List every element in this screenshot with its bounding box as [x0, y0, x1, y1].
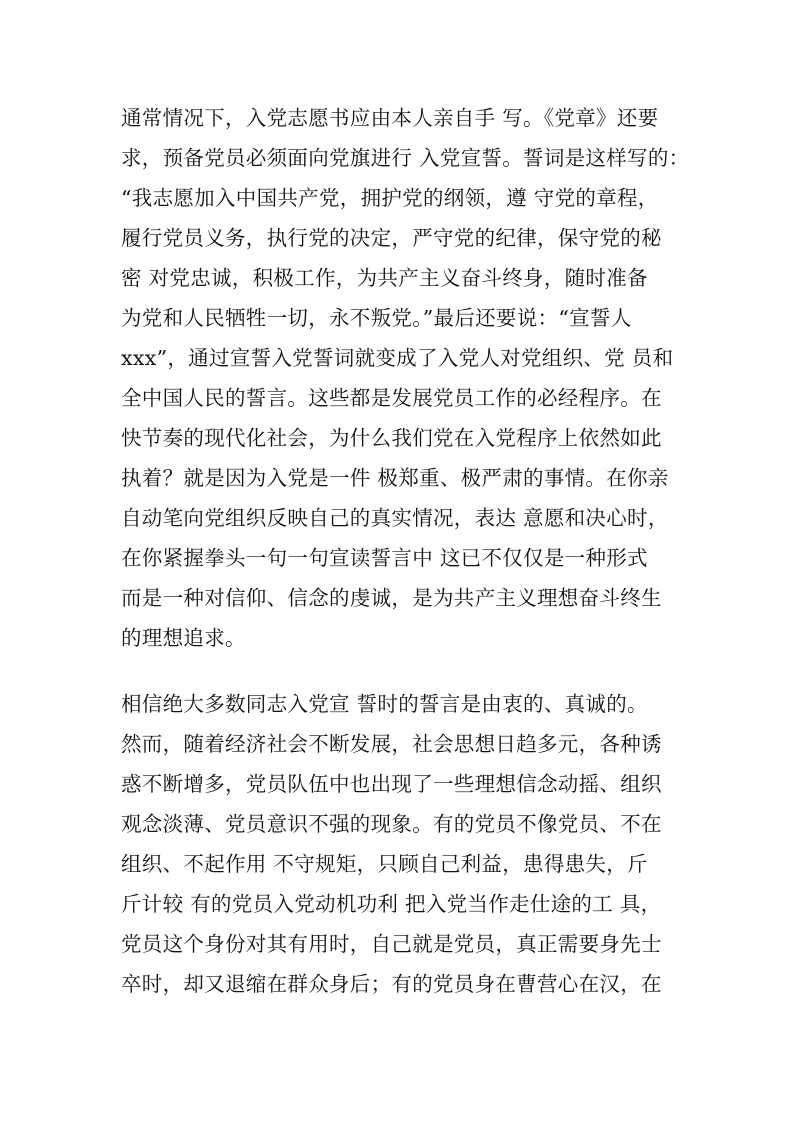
text-line: 自动笔向党组织反映自己的真实情况，表达 意愿和决心时， [121, 506, 669, 530]
text-line: 快节奏的现代化社会，为什么我们党在入党程序上依然如此 [121, 426, 662, 450]
text-line: 而是一种对信仰、信念的虔诚，是为共产主义理想奋斗终生 [121, 586, 662, 610]
text-line: 组织、不起作用 不守规矩，只顾自己利益，患得患失，斤 [121, 852, 648, 876]
text-line: 惑不断增多，党员队伍中也出现了一些理想信念动摇、组织 [121, 772, 662, 796]
text-line: “我志愿加入中国共产党，拥护党的纲领，遵 守党的章程， [121, 186, 659, 210]
text-line: 的理想追求。 [121, 626, 246, 650]
text-line: 通常情况下，入党志愿书应由本人亲自手 写。《党章》还要 [121, 106, 659, 130]
text-line: 为党和人民牺牲一切，永不叛党。”最后还要说：“宣誓人 [121, 306, 632, 330]
text-line: 斤计较 有的党员入党动机功利 把入党当作走仕途的工 具， [121, 892, 662, 916]
text-line: 然而，随着经济社会不断发展，社会思想日趋多元，各种诱 [121, 732, 662, 756]
text-line: 观念淡薄、党员意识不强的现象。有的党员不像党员、不在 [121, 812, 662, 836]
text-line: 党员这个身份对其有用时，自己就是党员，真正需要身先士 [121, 932, 662, 956]
text-line: 全中国人民的誓言。这些都是发展党员工作的必经程序。在 [121, 386, 662, 410]
text-line: 在你紧握拳头一句一句宣读誓言中 这已不仅仅是一种形式 [121, 546, 648, 570]
text-line: 卒时，却又退缩在群众身后；有的党员身在曹营心在汉，在 [121, 972, 662, 996]
text-line: 密 对党忠诚，积极工作，为共产主义奋斗终身，随时准备 [121, 266, 648, 290]
text-line: 执着？就是因为入党是一件 极郑重、极严肃的事情。在你亲 [121, 466, 669, 490]
paragraph-1 [121, 98, 690, 658]
text-line: 求，预备党员必须面向党旗进行 入党宣誓。誓词是这样写的： [121, 146, 690, 170]
paragraph-2 [121, 684, 681, 1004]
text-line: 履行党员义务，执行党的决定，严守党的纪律，保守党的秘 [121, 226, 662, 250]
text-line: xxx”，通过宣誓入党誓词就变成了入党人对党组织、党 员和 [121, 346, 674, 370]
text-line: 相信绝大多数同志入党宣 誓时的誓言是由衷的、真诚的。 [121, 692, 648, 716]
